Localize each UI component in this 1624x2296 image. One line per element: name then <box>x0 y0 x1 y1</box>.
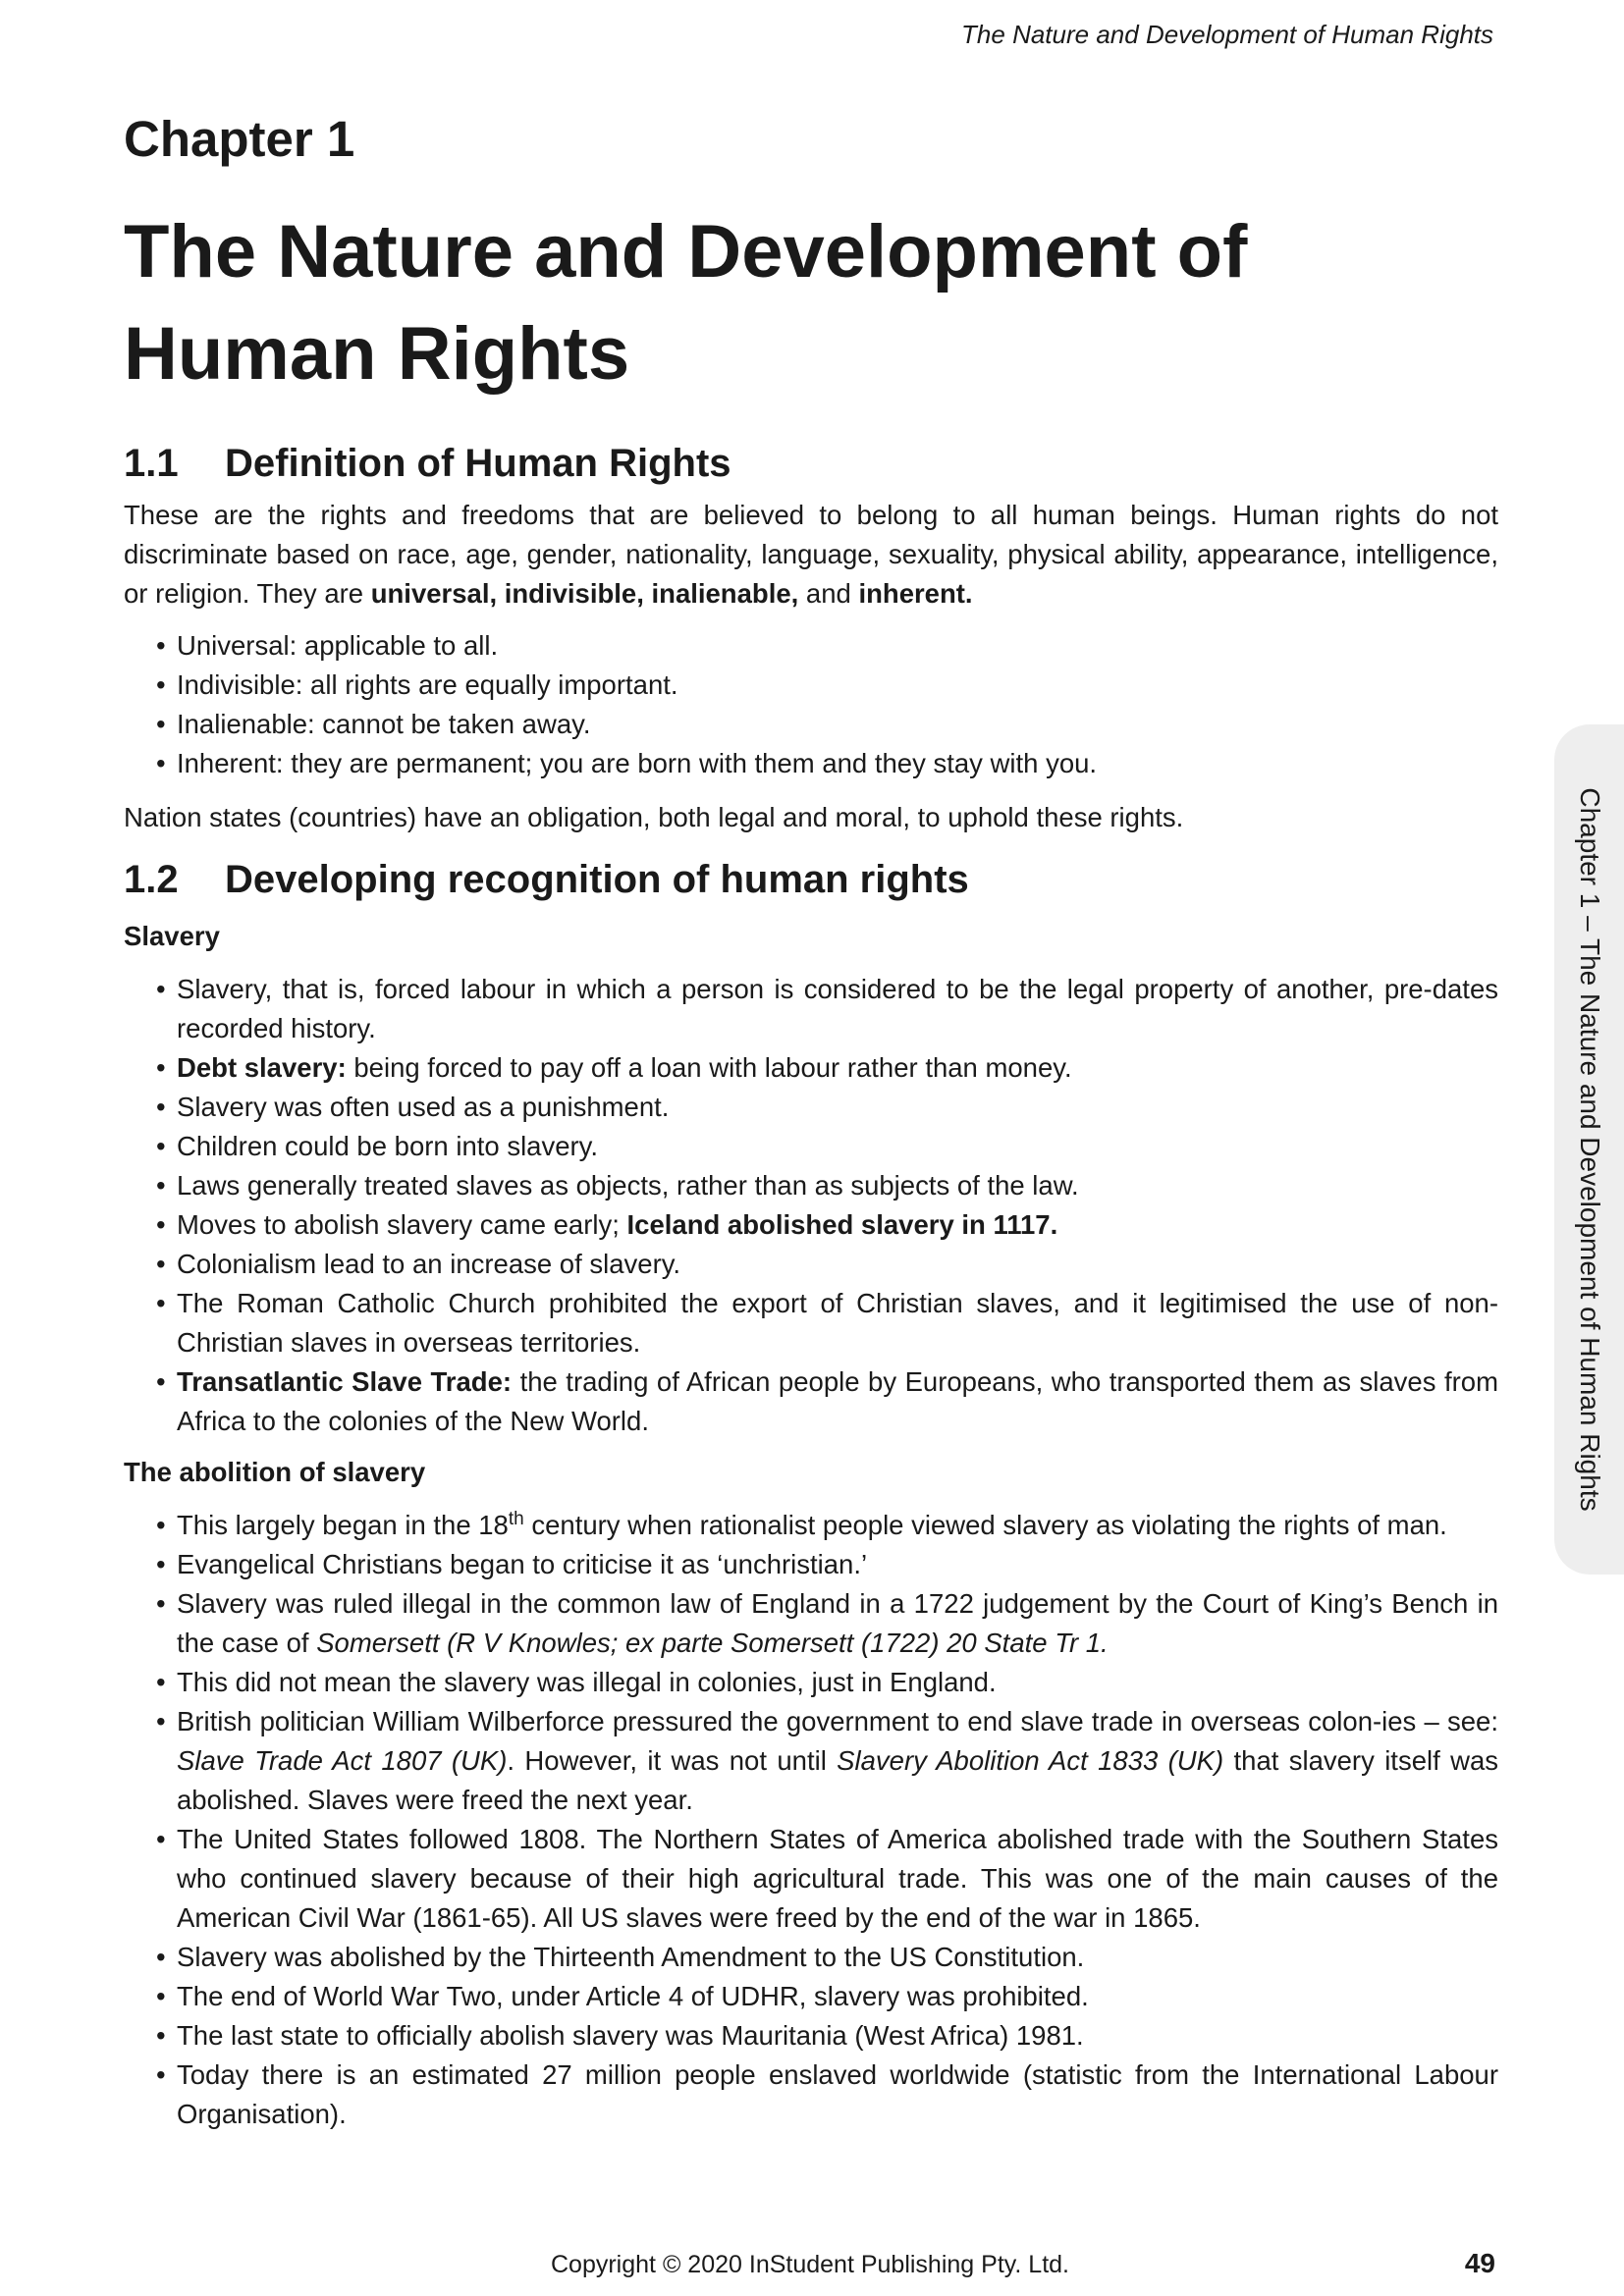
bold-term: Transatlantic Slave Trade: <box>177 1366 513 1397</box>
list-item <box>156 1362 1498 1441</box>
bold-term: Debt slavery: <box>177 1052 347 1083</box>
case-citation: Somersett (R V Knowles; ex parte Somersett (1722) 20 State Tr 1. <box>316 1628 1109 1658</box>
main-content <box>124 438 1498 2134</box>
item-text: that slavery itself was abolished. Slaves were freed the next year. <box>177 1745 1498 1815</box>
item-text: British politician William Wilberforce pressured the government to end slave trade in overseas colon-ies – see: <box>177 1706 1498 1736</box>
section-heading-1-1 <box>124 438 1498 489</box>
act-citation: Slavery Abolition Act 1833 (UK) <box>837 1745 1224 1776</box>
footer-copyright: Copyright © 2020 InStudent Publishing Pty. Ltd. <box>551 2251 1070 2278</box>
list-item: • Colonialism lead to an increase of slavery. <box>156 1245 1498 1284</box>
list-item: • Inalienable: cannot be taken away. <box>156 705 1498 744</box>
list-item: • The last state to officially abolish slavery was Mauritania (West Africa) 1981. <box>156 2016 1498 2056</box>
list-item <box>156 1048 1498 1088</box>
chapter-label: Chapter 1 <box>124 111 355 167</box>
section-title: Developing recognition of human rights <box>225 858 969 901</box>
abolition-list <box>156 1506 1498 2134</box>
subheading-abolition: The abolition of slavery <box>124 1457 426 1487</box>
bold-terms: universal, indivisible, inalienable, <box>370 578 799 609</box>
item-text: Moves to abolish slavery came early; <box>177 1209 627 1240</box>
list-item: • Children could be born into slavery. <box>156 1127 1498 1166</box>
item-text: . However, it was not until <box>507 1745 838 1776</box>
running-header: The Nature and Development of Human Rights <box>961 20 1493 49</box>
item-text: Slavery was ruled illegal in the common law of England in a 1722 judgement by the Court of King’s Bench in the case of <box>177 1588 1498 1658</box>
list-item: • The end of World War Two, under Article 4 of UDHR, slavery was prohibited. <box>156 1977 1498 2016</box>
definition-list <box>156 626 1498 783</box>
paragraph-text: and <box>798 578 859 609</box>
bold-term: Iceland abolished slavery in 1117. <box>626 1209 1058 1240</box>
item-text: This largely began in the 18 <box>177 1510 509 1540</box>
list-item: • Evangelical Christians began to criticise it as ‘unchristian.’ <box>156 1545 1498 1584</box>
item-text: the trading of African people by Europeans, who transported them as slaves from Africa to the colonies of the New World. <box>177 1366 1498 1436</box>
list-item: • Slavery, that is, forced labour in which a person is considered to be the legal property of another, pre-dates recorded history. <box>156 970 1498 1048</box>
slavery-list <box>156 970 1498 1441</box>
side-tab-label: Chapter 1 – The Nature and Development of Human Rights <box>1575 787 1605 1512</box>
list-item <box>156 1506 1498 1545</box>
list-item: • Universal: applicable to all. <box>156 626 1498 666</box>
list-item: • The United States followed 1808. The Northern States of America abolished trade with the Southern States who continued slavery because of their high agricultural trade. This was one of the main causes of the American Civil War (1861-65). All US slaves were freed by the end of the war in 1865. <box>156 1820 1498 1938</box>
superscript: th <box>508 1508 524 1529</box>
list-item: • Slavery was abolished by the Thirteenth Amendment to the US Constitution. <box>156 1938 1498 1977</box>
list-item <box>156 1584 1498 1663</box>
list-item: • The Roman Catholic Church prohibited the export of Christian slaves, and it legitimised the use of non-Christian slaves in overseas territories. <box>156 1284 1498 1362</box>
list-item: • Slavery was often used as a punishment. <box>156 1088 1498 1127</box>
item-text: century when rationalist people viewed slavery as violating the rights of man. <box>523 1510 1447 1540</box>
page-number: 49 <box>1464 2248 1495 2278</box>
list-item: • Indivisible: all rights are equally important. <box>156 666 1498 705</box>
list-item: • Inherent: they are permanent; you are born with them and they stay with you. <box>156 744 1498 783</box>
section-number: 1.2 <box>124 858 179 901</box>
act-citation: Slave Trade Act 1807 (UK) <box>177 1745 508 1776</box>
list-item: • This did not mean the slavery was illegal in colonies, just in England. <box>156 1663 1498 1702</box>
list-item <box>156 1205 1498 1245</box>
bold-term: inherent. <box>858 578 973 609</box>
section-heading-1-2 <box>124 854 1498 905</box>
list-item: • Laws generally treated slaves as objects, rather than as subjects of the law. <box>156 1166 1498 1205</box>
section-title: Definition of Human Rights <box>225 442 731 485</box>
paragraph-text: These are the rights and freedoms that are believed to belong to all human beings. Human rights do not discriminate based on race, age, gender, nationality, language, sexuality, physical ability, appearance, intelligence, or religion. They are <box>124 500 1498 609</box>
item-text: being forced to pay off a loan with labour rather than money. <box>346 1052 1072 1083</box>
chapter-title: The Nature and Development of Human Rights <box>124 210 1248 396</box>
list-item: • Today there is an estimated 27 million people enslaved worldwide (statistic from the International Labour Organisation). <box>156 2056 1498 2134</box>
subheading-slavery: Slavery <box>124 921 220 951</box>
definition-paragraph <box>124 496 1498 614</box>
list-item <box>156 1702 1498 1820</box>
section-number: 1.1 <box>124 442 179 485</box>
closing-paragraph: Nation states (countries) have an obligation, both legal and moral, to uphold these rights. <box>124 802 1184 832</box>
